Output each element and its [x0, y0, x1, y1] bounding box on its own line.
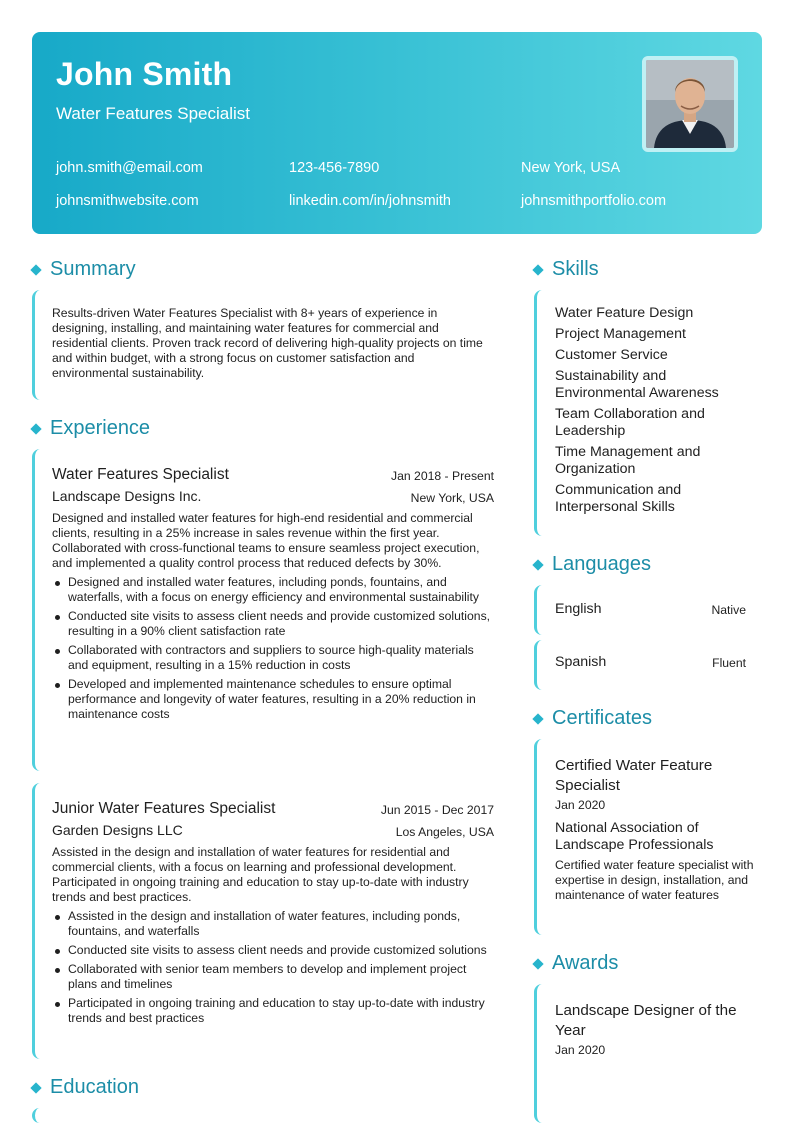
candidate-name: John Smith — [56, 56, 233, 92]
diamond-icon — [30, 264, 41, 275]
summary-heading: Summary — [30, 258, 136, 281]
email-link[interactable]: john.smith@email.com — [56, 160, 203, 176]
education-heading: Education — [30, 1076, 139, 1099]
certificate-date: Jan 2020 — [555, 798, 606, 812]
award-date: Jan 2020 — [555, 1043, 606, 1057]
certificate-description: Certified water feature specialist with expertise in design, installation, and maintenance of water features — [555, 858, 754, 902]
language-name: Spanish — [555, 654, 607, 670]
experience-heading: Experience — [30, 417, 150, 440]
language-name: English — [555, 601, 602, 617]
award-entry — [555, 1001, 755, 1057]
skills-list — [555, 305, 755, 520]
experience-card-2 — [32, 783, 42, 1059]
job-entry — [52, 800, 494, 1030]
job-description: Designed and installed water features for high-end residential and commercial clients, resulting in a 25% increase in sales revenue within the first year. Collaborated with cross-functional teams to ensure seamless project execution, and implemented a quality control process that reduced defects by 30%. — [52, 511, 480, 570]
job-company: Garden Designs LLC — [52, 822, 183, 838]
job-role: Junior Water Features Specialist — [52, 800, 276, 817]
language-row — [555, 601, 746, 621]
avatar-icon — [646, 60, 734, 148]
certificate-org: National Association of Landscape Professionals — [555, 820, 714, 853]
award-title: Landscape Designer of the Year — [555, 1002, 737, 1039]
skill-item: Time Management and Organization — [555, 444, 701, 477]
certificates-heading: Certificates — [532, 707, 652, 730]
job-description: Assisted in the design and installation of water features for residential and commercial clients, with a focus on learning and professional development. Participated in ongoing training and education to stay up-to-date with industry trends and best practices. — [52, 845, 469, 904]
summary-card — [32, 290, 42, 400]
skill-item: Project Management — [555, 326, 686, 342]
job-location: New York, USA — [410, 491, 494, 505]
list-item: Assisted in the design and installation of water features, including ponds, fountains, and waterfalls — [52, 909, 494, 939]
job-role: Water Features Specialist — [52, 466, 229, 483]
experience-card-1 — [32, 449, 42, 771]
list-item: Designed and installed water features, including ponds, fountains, and waterfalls, with a focus on energy efficiency and environmental sustainability — [52, 575, 494, 605]
certificate-title: Certified Water Feature Specialist — [555, 757, 713, 794]
list-item: Conducted site visits to assess client needs and provide customized solutions — [52, 943, 494, 958]
skill-item: Communication and Interpersonal Skills — [555, 482, 682, 515]
resume-header — [32, 32, 762, 234]
list-item: Conducted site visits to assess client needs and provide customized solutions, resulting in a 90% client satisfaction rate — [52, 609, 494, 639]
phone-number: 123-456-7890 — [289, 160, 380, 176]
certificate-card — [534, 739, 544, 935]
website-link[interactable]: johnsmithwebsite.com — [56, 193, 199, 209]
diamond-icon — [30, 1082, 41, 1093]
list-item: Collaborated with senior team members to develop and implement project plans and timelines — [52, 962, 494, 992]
language-row — [555, 654, 746, 674]
skill-item: Customer Service — [555, 347, 668, 363]
location-text: New York, USA — [521, 160, 621, 176]
award-card — [534, 984, 544, 1123]
job-entry — [52, 466, 494, 726]
skill-item: Team Collaboration and Leadership — [555, 406, 705, 439]
diamond-icon — [532, 264, 543, 275]
diamond-icon — [30, 423, 41, 434]
job-date: Jan 2018 - Present — [391, 469, 494, 483]
job-bullets — [52, 909, 494, 1026]
certificate-entry — [555, 756, 755, 903]
job-bullets — [52, 575, 494, 722]
list-item: Developed and implemented maintenance schedules to ensure optimal performance and longevity of water features, resulting in a 20% reduction in maintenance costs — [52, 677, 494, 722]
skill-item: Sustainability and Environmental Awareness — [555, 368, 719, 401]
candidate-title: Water Features Specialist — [56, 104, 250, 123]
diamond-icon — [532, 559, 543, 570]
language-level: Native — [711, 603, 746, 617]
education-card — [32, 1108, 42, 1123]
job-date: Jun 2015 - Dec 2017 — [380, 803, 494, 817]
contact-info — [56, 160, 736, 226]
list-item: Collaborated with contractors and suppliers to source high-quality materials and equipment, resulting in a 15% reduction in costs — [52, 643, 494, 673]
language-card-2 — [534, 640, 544, 690]
awards-heading: Awards — [532, 952, 618, 975]
skill-item: Water Feature Design — [555, 305, 694, 321]
language-level: Fluent — [712, 656, 746, 670]
profile-photo — [642, 56, 738, 152]
summary-text: Results-driven Water Features Specialist with 8+ years of experience in designing, installing, and maintaining water features for commercial and residential clients. Proven track record of delivering high-quality projects on time and within budget, with a strong focus on customer satisfaction and environmental sustainability. — [52, 306, 483, 380]
portfolio-link[interactable]: johnsmithportfolio.com — [521, 193, 667, 209]
language-card-1 — [534, 585, 544, 635]
skills-card — [534, 290, 544, 536]
skills-heading: Skills — [532, 258, 599, 281]
diamond-icon — [532, 958, 543, 969]
linkedin-link[interactable]: linkedin.com/in/johnsmith — [289, 193, 451, 209]
list-item: Participated in ongoing training and education to stay up-to-date with industry trends and best practices — [52, 996, 494, 1026]
job-location: Los Angeles, USA — [395, 825, 494, 839]
diamond-icon — [532, 713, 543, 724]
languages-heading: Languages — [532, 553, 651, 576]
job-company: Landscape Designs Inc. — [52, 488, 202, 504]
